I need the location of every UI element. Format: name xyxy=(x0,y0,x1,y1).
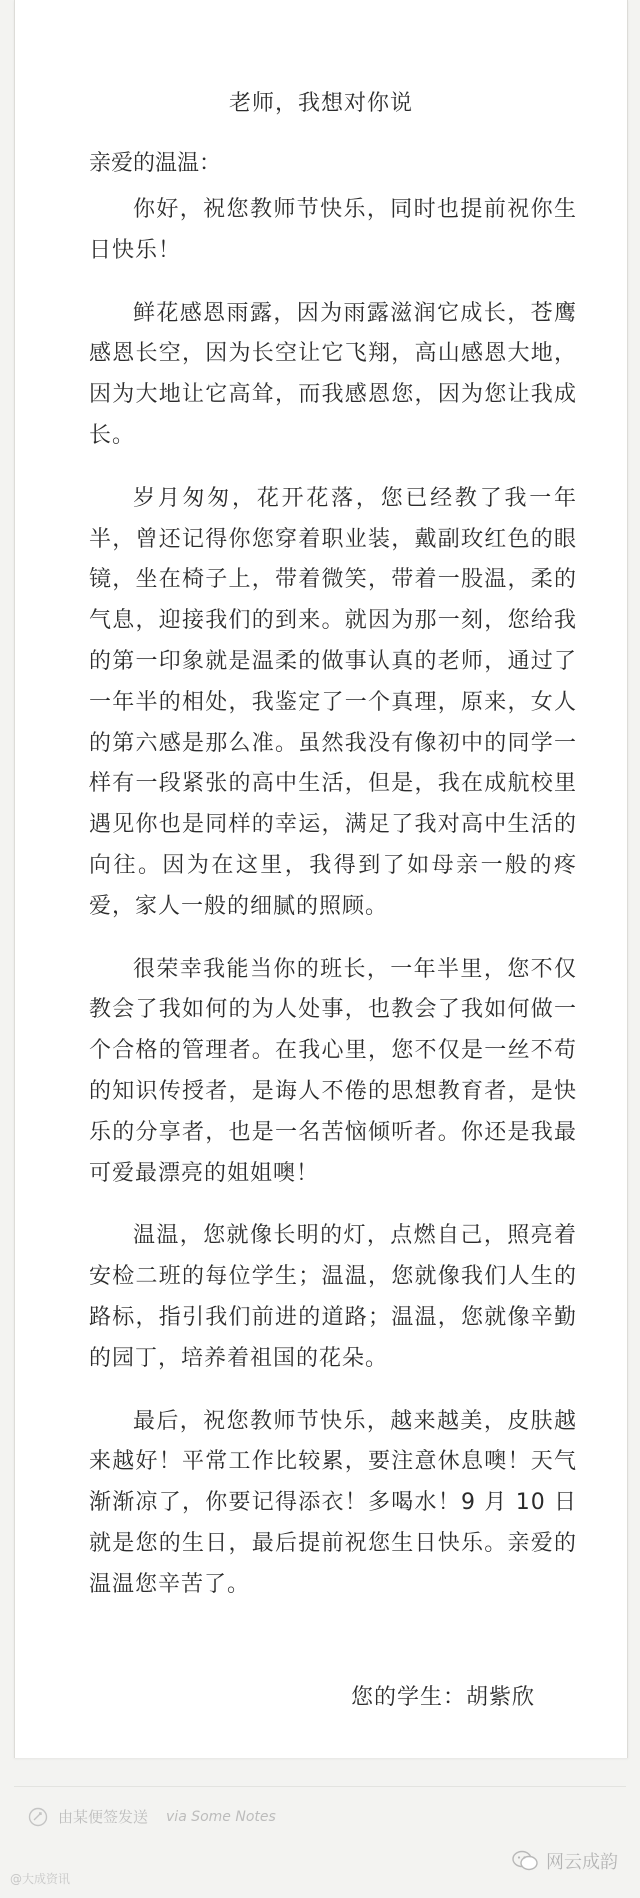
watermark-left: @大成资讯 xyxy=(10,1872,71,1886)
note-app-icon xyxy=(28,1807,48,1827)
watermark-right-text: 网云成韵 xyxy=(546,1852,618,1873)
letter-greeting: 亲爱的温温： xyxy=(89,151,222,176)
letter-body xyxy=(89,190,577,1628)
letter-paper xyxy=(14,0,628,1758)
letter-paragraph: 岁月匆匆，花开花落，您已经教了我一年半，曾还记得你您穿着职业装，戴副玫红色的眼镜，坐在椅子上，带着微笑，带着一股温，柔的气息，迎接我们的到来。就因为那一刻，您给我的第一印象就是温柔的做事认真的老师，通过了一年半的相处，我鉴定了一个真理，原来，女人的第六感是那么准。虽然我没有像初中的同学一样有一段紧张的高中生活，但是，我在成航校里遇见你也是同样的幸运，满足了我对高中生活的向往。因为在这里，我得到了如母亲一般的疼爱，家人一般的细腻的照顾。 xyxy=(89,485,577,919)
letter-signature: 您的学生：胡紫欣 xyxy=(350,1685,535,1710)
letter-paragraph: 你好，祝您教师节快乐，同时也提前祝你生日快乐！ xyxy=(89,197,577,263)
watermark-right xyxy=(512,1848,618,1874)
letter-paragraph: 很荣幸我能当你的班长，一年半里，您不仅教会了我如何的为人处事，也教会了我如何做一个合格的管理者。在我心里，您不仅是一丝不苟的知识传授者，是诲人不倦的思想教育者，是快乐的分享者，也是一名苦恼倾听者。你还是我最可爱最漂亮的姐姐噢！ xyxy=(89,956,577,1186)
letter-title: 老师，我想对你说 xyxy=(228,91,413,116)
via-app-text: via Some Notes xyxy=(166,1808,276,1825)
sent-from-note xyxy=(28,1806,276,1827)
letter-paragraph: 最后，祝您教师节快乐，越来越美，皮肤越来越好！平常工作比较累，要注意休息噢！天气渐渐凉了，你要记得添衣！多喝水！9 月 10 日就是您的生日，最后提前祝您生日快乐。亲爱的温温您辛苦了。 xyxy=(89,1408,577,1597)
wechat-icon xyxy=(512,1850,538,1872)
letter-paragraph: 温温，您就像长明的灯，点燃自己，照亮着安检二班的每位学生；温温，您就像我们人生的路标，指引我们前进的道路；温温，您就像辛勤的园丁，培养着祖国的花朵。 xyxy=(89,1223,577,1371)
sent-from-text: 由某便签发送 xyxy=(58,1808,149,1826)
letter-paragraph: 鲜花感恩雨露，因为雨露滋润它成长，苍鹰感恩长空，因为长空让它飞翔，高山感恩大地，因为大地让它高耸，而我感恩您，因为您让我成长。 xyxy=(89,300,577,448)
footer-divider xyxy=(14,1786,626,1787)
